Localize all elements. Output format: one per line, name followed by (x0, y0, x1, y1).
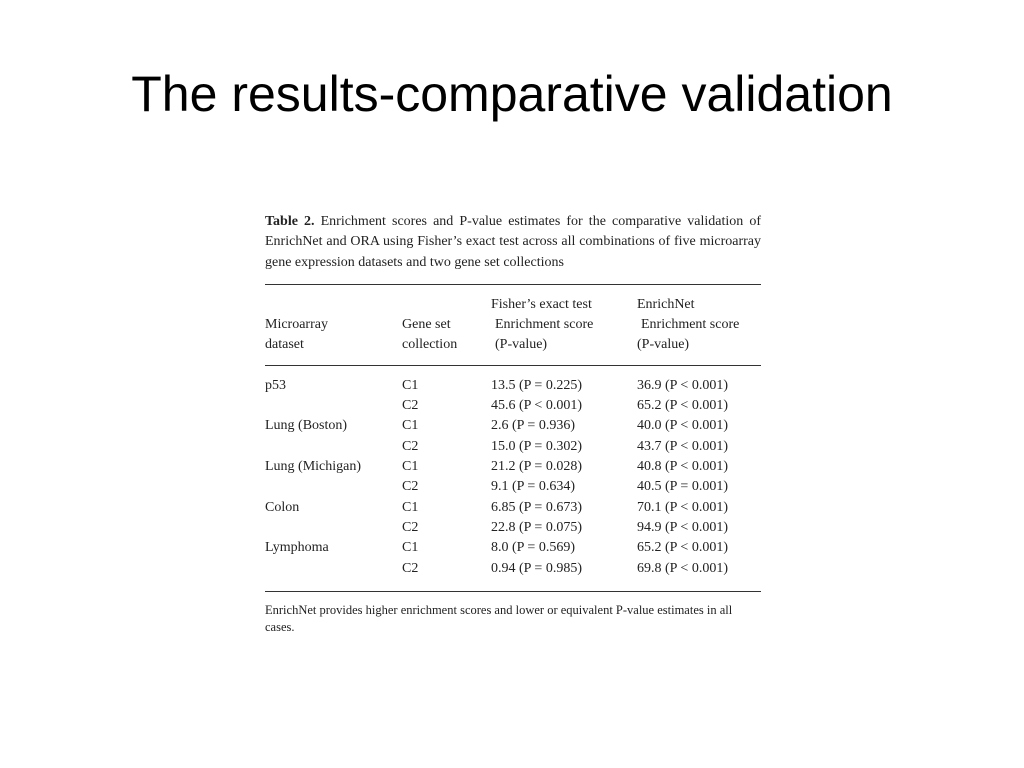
cell-enrichnet: 40.0 (P < 0.001) (637, 418, 728, 434)
cell-collection: C2 (402, 398, 419, 414)
table-row (265, 376, 761, 396)
cell-dataset: Lung (Michigan) (265, 459, 362, 475)
cell-enrichnet: 69.8 (P < 0.001) (637, 560, 728, 576)
cell-enrichnet: 40.5 (P = 0.001) (637, 479, 728, 495)
cell-fisher: 9.1 (P = 0.634) (491, 479, 575, 495)
cell-fisher: 22.8 (P = 0.075) (491, 519, 582, 535)
table-caption (265, 212, 761, 273)
cell-fisher: 15.0 (P = 0.302) (491, 438, 582, 454)
cell-fisher: 8.0 (P = 0.569) (491, 540, 575, 556)
cell-enrichnet: 36.9 (P < 0.001) (637, 377, 728, 393)
cell-dataset: Colon (265, 499, 300, 515)
cell-collection: C1 (402, 377, 419, 393)
cell-collection: C2 (402, 519, 419, 535)
table-body (265, 366, 761, 591)
cell-enrichnet: 94.9 (P < 0.001) (637, 519, 728, 535)
table-footnote: EnrichNet provides higher enrichment scores and lower or equivalent P-value estimates in all cases. (265, 602, 733, 635)
table-row (265, 416, 761, 436)
table-header-row (265, 285, 761, 365)
cell-dataset: Lymphoma (265, 540, 329, 556)
cell-collection: C1 (402, 540, 419, 556)
cell-collection: C2 (402, 438, 419, 454)
cell-enrichnet: 70.1 (P < 0.001) (637, 499, 728, 515)
table-row (265, 457, 761, 477)
cell-collection: C2 (402, 479, 419, 495)
table-bottom-rule (265, 591, 761, 592)
slide-title: The results-comparative validation (131, 66, 893, 122)
cell-enrichnet: 65.2 (P < 0.001) (637, 540, 728, 556)
cell-collection: C1 (402, 459, 419, 475)
header-fisher: Fisher’s exact test Enrichment score (P-value) (491, 296, 594, 353)
cell-collection: C2 (402, 560, 419, 576)
cell-fisher: 45.6 (P < 0.001) (491, 398, 582, 414)
cell-dataset: p53 (265, 377, 286, 393)
table-row (265, 477, 761, 497)
cell-fisher: 0.94 (P = 0.985) (491, 560, 582, 576)
cell-fisher: 21.2 (P = 0.028) (491, 459, 582, 475)
header-dataset: Microarray dataset (265, 316, 328, 353)
table-figure (265, 212, 761, 649)
cell-dataset: Lung (Boston) (265, 418, 348, 434)
table-row (265, 498, 761, 518)
cell-fisher: 2.6 (P = 0.936) (491, 418, 575, 434)
table-row (265, 437, 761, 457)
cell-fisher: 6.85 (P = 0.673) (491, 499, 582, 515)
header-collection: Gene set collection (402, 316, 458, 353)
header-enrichnet: EnrichNet Enrichment score (P-value) (637, 296, 740, 353)
table-row (265, 538, 761, 558)
cell-collection: C1 (402, 418, 419, 434)
table-row (265, 396, 761, 416)
cell-collection: C1 (402, 499, 419, 515)
cell-enrichnet: 40.8 (P < 0.001) (637, 459, 728, 475)
cell-fisher: 13.5 (P = 0.225) (491, 377, 582, 393)
table-caption-text: Enrichment scores and P-value estimates for the comparative validation of EnrichNet and ORA using Fisher’s exact test across all combinations of five microarray gene expression datasets and two gene set collections (265, 214, 761, 270)
table-caption-label: Table 2. (265, 214, 315, 229)
cell-enrichnet: 65.2 (P < 0.001) (637, 398, 728, 414)
table-row (265, 559, 761, 579)
table-row (265, 518, 761, 538)
cell-enrichnet: 43.7 (P < 0.001) (637, 438, 728, 454)
